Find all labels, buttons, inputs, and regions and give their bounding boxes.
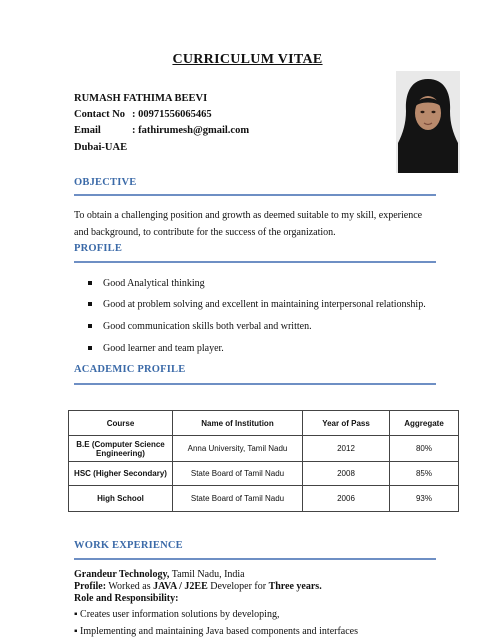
work-item: ▪ Creates user information solutions by developing, [74,609,280,620]
column-header: Aggregate [390,411,459,436]
bullet-icon [88,302,92,306]
column-header: Course [69,411,173,436]
person-name: RUMASH FATHIMA BEEVI [74,93,208,104]
work-divider [74,558,436,560]
profile-item: Good communication skills both verbal and written. [88,321,312,332]
table-cell: B.E (Computer Science Engineering) [69,436,173,462]
table-cell: HSC (Higher Secondary) [69,462,173,486]
email-label: Email [74,125,101,136]
work-heading: WORK EXPERIENCE [74,540,183,551]
column-header: Name of Institution [173,411,303,436]
company-location: Tamil Nadu, India [169,569,245,580]
table-row [69,462,459,486]
table-cell: 2012 [303,436,390,462]
location: Dubai-UAE [74,142,128,153]
bullet-icon [88,281,92,285]
work-duration: Three years. [268,581,322,592]
table-cell: 2008 [303,462,390,486]
table-cell: 80% [390,436,459,462]
contact-label: Contact No [74,109,126,120]
objective-divider [74,194,436,196]
role-heading: Role and Responsibility: [74,593,179,604]
column-header: Year of Pass [303,411,390,436]
objective-text [74,207,444,241]
work-item: ▪ Implementing and maintaining Java based components and interfaces [74,626,359,637]
objective-heading: OBJECTIVE [74,177,137,188]
table-cell: Anna University, Tamil Nadu [173,436,303,462]
table-cell: 85% [390,462,459,486]
table-cell: 93% [390,486,459,512]
email-row [74,125,249,136]
table-cell: High School [69,486,173,512]
work-company [74,569,245,581]
email-value: : fathirumesh@gmail.com [132,125,250,136]
table-cell: State Board of Tamil Nadu [173,462,303,486]
profile-photo [396,71,460,173]
bullet-icon [88,346,92,350]
work-profile-label: Profile: [74,581,107,592]
table-cell: 2006 [303,486,390,512]
profile-item: Good Analytical thinking [88,278,205,289]
objective-line-2: and background, to contribute for the success of the organization. [74,227,336,238]
academic-table [68,410,459,512]
contact-row [74,109,212,120]
profile-divider [74,261,436,263]
table-cell: State Board of Tamil Nadu [173,486,303,512]
academic-heading: ACADEMIC PROFILE [74,364,186,375]
bullet-icon [88,324,92,328]
table-row [69,436,459,462]
page-title: CURRICULUM VITAE [172,52,323,67]
work-profile: Profile: Worked as JAVA / J2EE Developer for Three years. [74,581,322,592]
profile-item: Good learner and team player. [88,343,224,354]
company-name: Grandeur Technology, [74,569,170,580]
profile-photo-image [396,71,460,173]
objective-line-1: To obtain a challenging position and growth as deemed suitable to my skill, experience [74,210,423,221]
profile-heading: PROFILE [74,243,123,254]
academic-divider [74,383,436,385]
table-header-row [69,411,459,436]
profile-item: Good at problem solving and excellent in maintaining interpersonal relationship. [88,299,426,310]
table-row [69,486,459,512]
contact-value: : 00971556065465 [132,109,212,120]
work-role: JAVA / J2EE [153,581,208,592]
